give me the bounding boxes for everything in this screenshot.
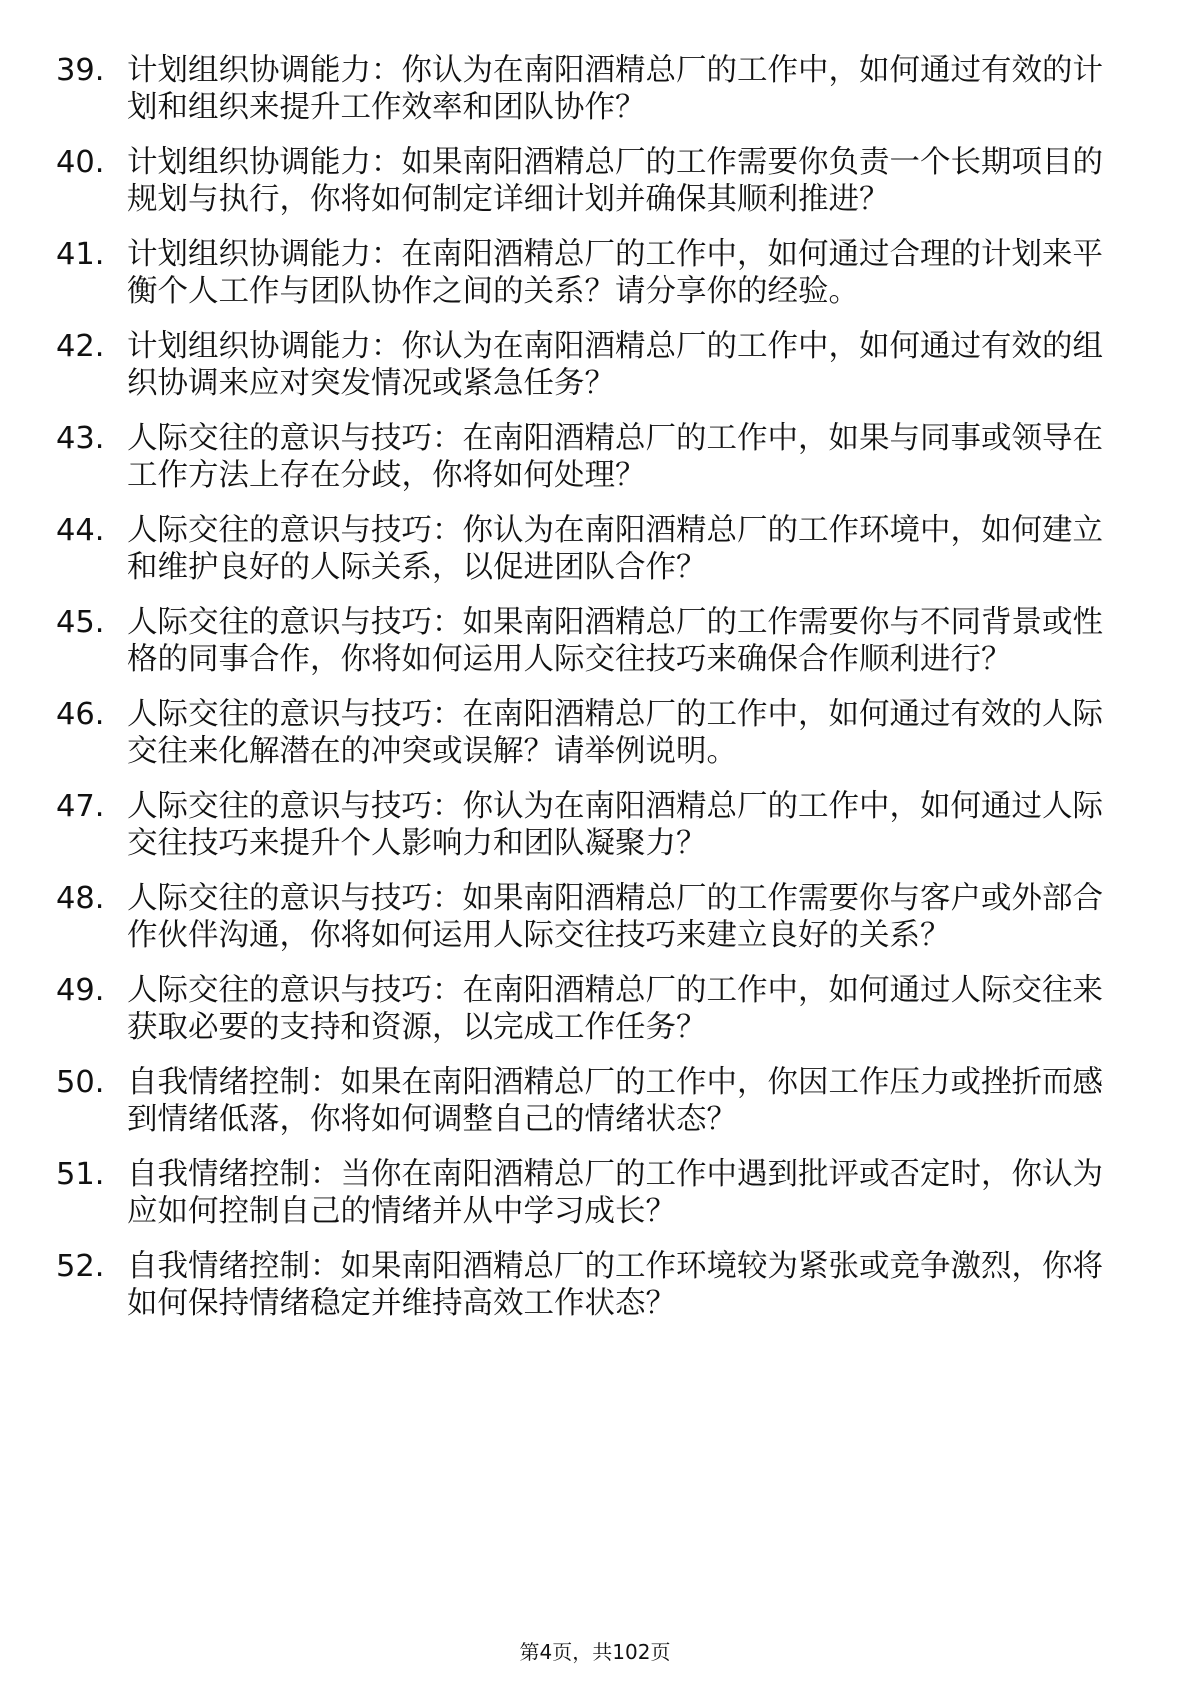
question-text: 人际交往的意识与技巧：在南阳酒精总厂的工作中，如何通过人际交往来获取必要的支持和资源，以完成工作任务？ (127, 973, 1103, 1045)
question-item (0, 144, 1190, 218)
question-number: 46. (56, 697, 105, 732)
question-number: 40. (56, 145, 105, 180)
question-item (0, 880, 1190, 954)
question-item (0, 604, 1190, 678)
question-text: 人际交往的意识与技巧：如果南阳酒精总厂的工作需要你与不同背景或性格的同事合作，你将如何运用人际交往技巧来确保合作顺利进行？ (127, 605, 1103, 677)
page-footer: 第4页，共102页 (519, 1640, 671, 1664)
question-text: 人际交往的意识与技巧：你认为在南阳酒精总厂的工作环境中，如何建立和维护良好的人际关系，以促进团队合作？ (127, 513, 1103, 585)
question-item (0, 1248, 1190, 1322)
question-number: 39. (56, 53, 105, 88)
question-item (0, 788, 1190, 862)
question-number: 45. (56, 605, 105, 640)
question-text: 自我情绪控制：当你在南阳酒精总厂的工作中遇到批评或否定时，你认为应如何控制自己的情绪并从中学习成长？ (127, 1157, 1103, 1229)
question-item (0, 420, 1190, 494)
question-number: 49. (56, 973, 105, 1008)
question-text: 计划组织协调能力：在南阳酒精总厂的工作中，如何通过合理的计划来平衡个人工作与团队协作之间的关系？请分享你的经验。 (127, 237, 1103, 309)
question-number: 41. (56, 237, 105, 272)
question-item (0, 1064, 1190, 1138)
question-item (0, 972, 1190, 1046)
question-number: 47. (56, 789, 105, 824)
question-text: 自我情绪控制：如果在南阳酒精总厂的工作中，你因工作压力或挫折而感到情绪低落，你将如何调整自己的情绪状态？ (127, 1065, 1103, 1137)
question-item (0, 512, 1190, 586)
question-text: 人际交往的意识与技巧：你认为在南阳酒精总厂的工作中，如何通过人际交往技巧来提升个人影响力和团队凝聚力？ (127, 789, 1103, 861)
question-text: 计划组织协调能力：你认为在南阳酒精总厂的工作中，如何通过有效的组织协调来应对突发情况或紧急任务？ (127, 329, 1103, 401)
question-text: 人际交往的意识与技巧：在南阳酒精总厂的工作中，如果与同事或领导在工作方法上存在分歧，你将如何处理？ (127, 421, 1103, 493)
question-number: 48. (56, 881, 105, 916)
question-number: 52. (56, 1249, 105, 1284)
question-list (0, 52, 1190, 1340)
question-number: 44. (56, 513, 105, 548)
question-text: 人际交往的意识与技巧：在南阳酒精总厂的工作中，如何通过有效的人际交往来化解潜在的冲突或误解？请举例说明。 (127, 697, 1103, 769)
question-item (0, 236, 1190, 310)
question-number: 51. (56, 1157, 105, 1192)
question-text: 计划组织协调能力：你认为在南阳酒精总厂的工作中，如何通过有效的计划和组织来提升工作效率和团队协作？ (127, 53, 1103, 125)
question-item (0, 1156, 1190, 1230)
question-number: 50. (56, 1065, 105, 1100)
question-item (0, 328, 1190, 402)
question-number: 43. (56, 421, 105, 456)
question-item (0, 696, 1190, 770)
question-item (0, 52, 1190, 126)
question-number: 42. (56, 329, 105, 364)
question-text: 人际交往的意识与技巧：如果南阳酒精总厂的工作需要你与客户或外部合作伙伴沟通，你将如何运用人际交往技巧来建立良好的关系？ (127, 881, 1103, 953)
question-text: 计划组织协调能力：如果南阳酒精总厂的工作需要你负责一个长期项目的规划与执行，你将如何制定详细计划并确保其顺利推进？ (127, 145, 1103, 217)
question-text: 自我情绪控制：如果南阳酒精总厂的工作环境较为紧张或竞争激烈，你将如何保持情绪稳定并维持高效工作状态？ (127, 1249, 1103, 1321)
